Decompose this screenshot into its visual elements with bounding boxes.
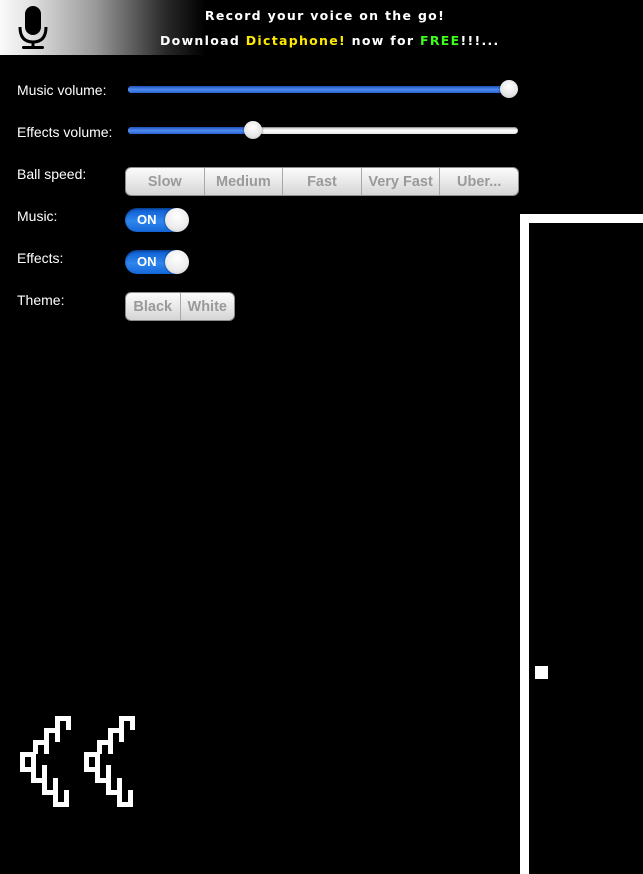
ad-subline-middle: now for	[346, 33, 420, 48]
ball-speed-label: Ball speed:	[17, 166, 87, 182]
ball-speed-option-medium[interactable]: Medium	[205, 168, 284, 195]
game-ball	[535, 666, 548, 679]
microphone-icon	[14, 5, 52, 51]
ball-speed-segmented-control[interactable]	[125, 167, 519, 196]
toggle-knob	[165, 208, 189, 232]
ad-subline	[160, 33, 500, 48]
ball-speed-option-slow[interactable]: Slow	[126, 168, 205, 195]
ad-subline-prefix: Download	[160, 33, 246, 48]
chevron-left-icon	[20, 716, 71, 807]
game-preview-field	[520, 214, 643, 874]
theme-option-white[interactable]: White	[187, 298, 227, 315]
ball-speed-option-fast[interactable]: Fast	[283, 168, 362, 195]
chevron-left-icon	[84, 716, 135, 807]
back-button[interactable]	[15, 712, 143, 812]
music-label: Music:	[17, 208, 58, 224]
effects-toggle[interactable]	[125, 250, 189, 274]
slider-fill	[128, 127, 253, 134]
toggle-state-label: ON	[137, 254, 157, 269]
theme-segmented-control[interactable]	[125, 292, 235, 321]
ad-app-name: Dictaphone!	[245, 33, 347, 48]
double-chevron-left-icon	[15, 712, 143, 812]
ad-free-text: FREE	[420, 33, 461, 48]
ball-speed-option-uber[interactable]: Uber...	[457, 173, 502, 190]
effects-volume-label: Effects volume:	[17, 124, 113, 140]
effects-label: Effects:	[17, 250, 64, 266]
theme-option-black[interactable]: Black	[126, 293, 181, 320]
music-toggle[interactable]	[125, 208, 189, 232]
ad-subline-suffix: !!!...	[460, 33, 500, 48]
ad-banner[interactable]	[0, 0, 643, 55]
ball-speed-option-very-fast[interactable]: Very Fast	[362, 168, 441, 195]
music-volume-label: Music volume:	[17, 82, 107, 98]
slider-fill	[128, 86, 518, 93]
music-volume-slider[interactable]	[128, 77, 518, 101]
slider-thumb[interactable]	[500, 80, 518, 98]
slider-thumb[interactable]	[244, 121, 262, 139]
theme-label: Theme:	[17, 292, 65, 308]
effects-volume-slider[interactable]	[128, 118, 518, 142]
ad-headline: Record your voice on the go!	[204, 8, 446, 23]
toggle-state-label: ON	[137, 212, 157, 227]
toggle-knob	[165, 250, 189, 274]
